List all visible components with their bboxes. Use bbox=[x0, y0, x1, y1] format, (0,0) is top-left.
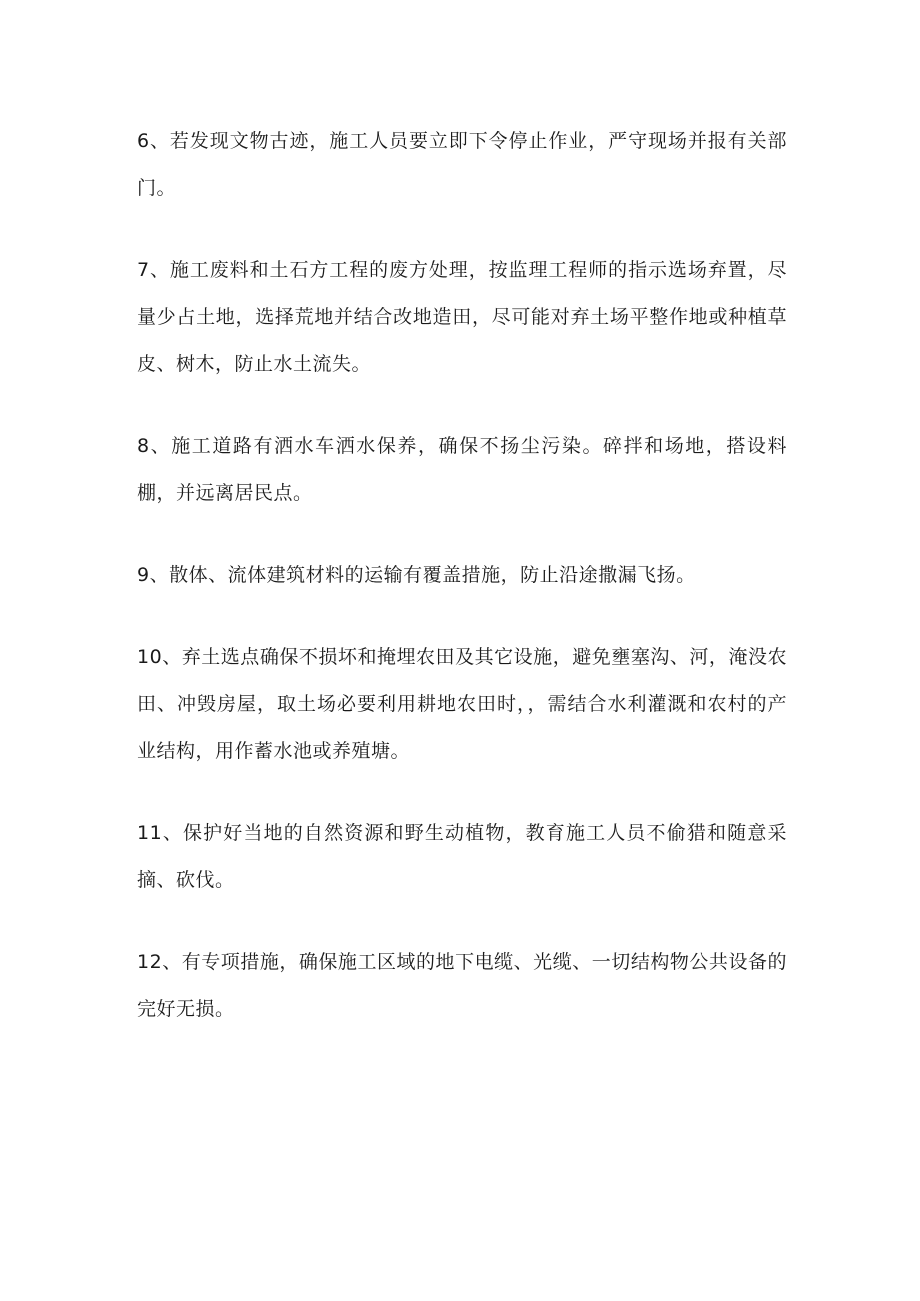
paragraph-item-11: 11、保护好当地的自然资源和野生动植物，教育施工人员不偷猎和随意采摘、砍伐。 bbox=[137, 822, 787, 891]
document-body bbox=[137, 118, 787, 1068]
paragraph-item-8: 8、施工道路有洒水车洒水保养，确保不扬尘污染。碎拌和场地，搭设料棚，并远离居民点。 bbox=[137, 435, 787, 504]
paragraph-item-7: 7、施工废料和土石方工程的废方处理，按监理工程师的指示选场弃置，尽量少占土地，选择荒地并结合改地造田，尽可能对弃土场平整作地或种植草皮、树木，防止水土流失。 bbox=[137, 259, 787, 375]
paragraph-item-10: 10、弃土选点确保不损坏和掩埋农田及其它设施，避免壅塞沟、河，淹没农田、冲毁房屋，取土场必要利用耕地农田时，，需结合水利灌溉和农村的产业结构，用作蓄水池或养殖塘。 bbox=[137, 646, 787, 762]
paragraph-item-12: 12、有专项措施，确保施工区域的地下电缆、光缆、一切结构物公共设备的完好无损。 bbox=[137, 951, 787, 1020]
paragraph-item-6: 6、若发现文物古迹，施工人员要立即下令停止作业，严守现场并报有关部门。 bbox=[137, 130, 787, 199]
paragraph-item-9: 9、散体、流体建筑材料的运输有覆盖措施，防止沿途撒漏飞扬。 bbox=[137, 564, 696, 586]
